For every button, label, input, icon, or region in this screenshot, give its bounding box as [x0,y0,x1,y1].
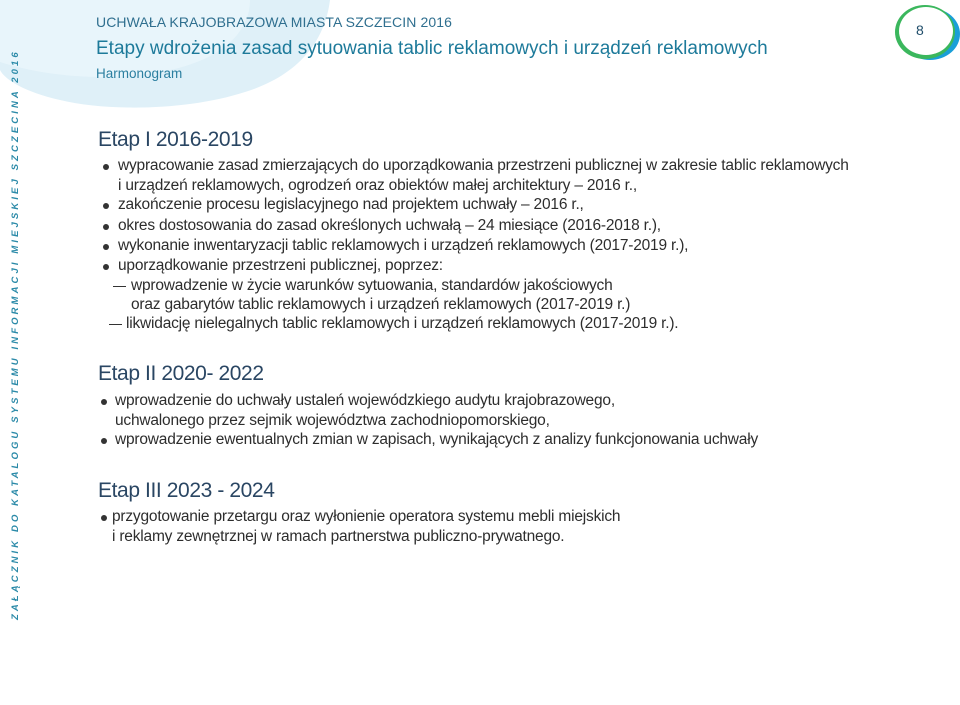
bullet-icon [103,244,109,250]
dash-icon [109,324,122,325]
stage-1-title: Etap I 2016-2019 [98,128,253,151]
stage-1-subline: likwidację nielegalnych tablic reklamowych i urządzeń reklamowych (2017-2019 r.). [126,315,679,332]
stage-2-title: Etap II 2020- 2022 [98,362,264,385]
document-header-label: UCHWAŁA KRAJOBRAZOWA MIASTA SZCZECIN 2016 [96,14,452,30]
bullet-icon [103,264,109,270]
stage-1-subline: oraz gabarytów tablic reklamowych i urządzeń reklamowych (2017-2019 r.) [131,296,631,313]
page-title: Etapy wdrożenia zasad sytuowania tablic reklamowych i urządzeń reklamowych [96,38,768,59]
bullet-icon [101,515,107,521]
stage-1-line: zakończenie procesu legislacyjnego nad projektem uchwały – 2016 r., [118,196,584,213]
stage-2-line: uchwalonego przez sejmik województwa zachodniopomorskiego, [115,412,550,429]
stage-2-line: wprowadzenie do uchwały ustaleń wojewódzkiego audytu krajobrazowego, [115,392,615,409]
stage-3-line: przygotowanie przetargu oraz wyłonienie operatora systemu mebli miejskich [112,508,621,525]
stage-1-line: wykonanie inwentaryzacji tablic reklamowych i urządzeń reklamowych (2017-2019 r.), [118,237,689,254]
page-subtitle: Harmonogram [96,66,183,81]
bullet-icon [103,164,109,170]
bullet-icon [103,224,109,230]
sidebar-vertical-caption: ZAŁĄCZNIK DO KATALOGU SYSTEMU INFORMACJI MIEJSKIEJ SZCZECINA 2016 [10,49,21,620]
bullet-icon [101,438,107,444]
stage-1-line: i urządzeń reklamowych, ogrodzeń oraz obiektów małej architektury – 2016 r., [118,177,637,194]
bullet-icon [103,203,109,209]
stage-3-line: i reklamy zewnętrznej w ramach partnerstwa publiczno-prywatnego. [112,528,565,545]
bullet-icon [101,399,107,405]
dash-icon [113,286,126,287]
page-number: 8 [916,22,924,38]
stage-1-subline: wprowadzenie w życie warunków sytuowania, standardów jakościowych [131,277,613,294]
stage-2-line: wprowadzenie ewentualnych zmian w zapisach, wynikających z analizy funkcjonowania uchwały [115,431,759,448]
stage-3-title: Etap III 2023 - 2024 [98,479,275,502]
stage-1-line: uporządkowanie przestrzeni publicznej, poprzez: [118,257,443,274]
stage-1-line: wypracowanie zasad zmierzających do uporządkowania przestrzeni publicznej w zakresie tablic reklamowych [118,157,849,174]
stage-1-line: okres dostosowania do zasad określonych uchwałą – 24 miesiące (2016-2018 r.), [118,217,661,234]
